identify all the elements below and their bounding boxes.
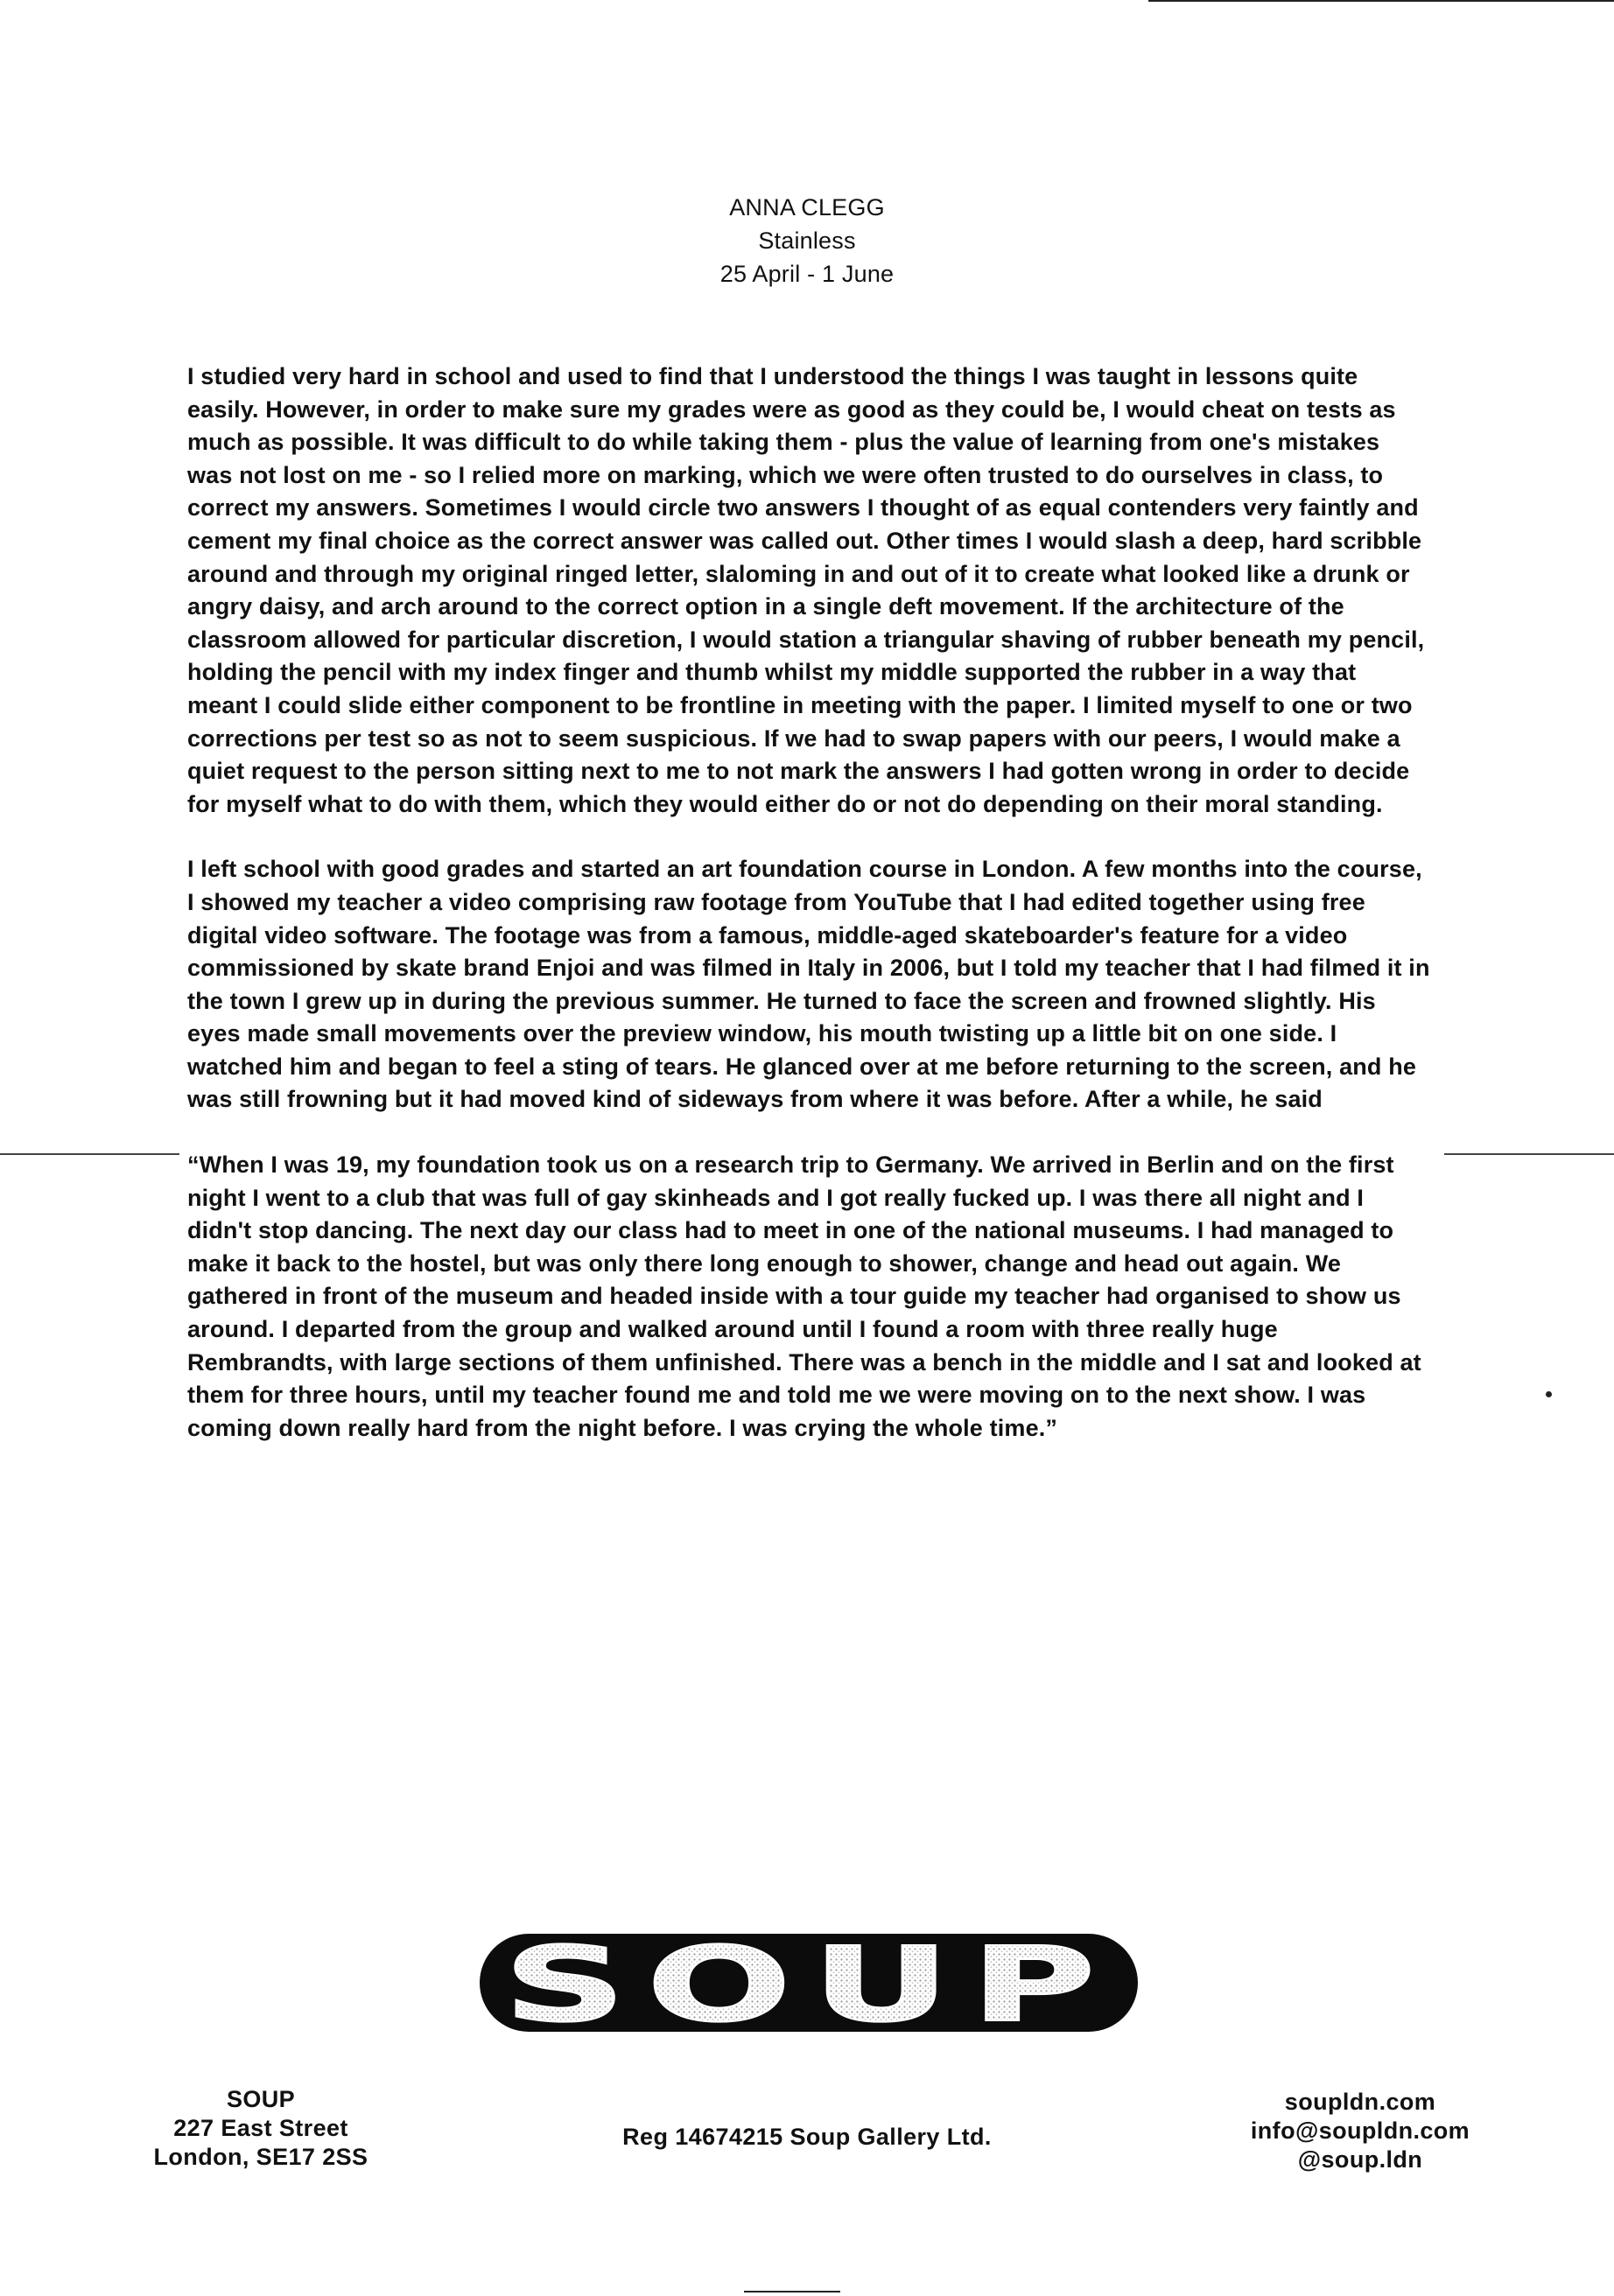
website-link[interactable]: soupldn.com [1284, 2089, 1436, 2115]
essay-paragraph: “When I was 19, my foundation took us on a research trip to Germany. We arrived in Berlin and on the first night I went to a club that was full of gay skinheads and I got really fucked up. I was there all night and I didn't stop dancing. The next day our class had to meet in one of the national museums. I had managed to make it back to the hostel, but was only there long enough to shower, change and head out again. We gathered in front of the museum and headed inside with a tour guide my teacher had organised to show us around. I departed from the group and walked around until I found a room with three really huge Rembrandts, with large sections of them unfinished. There was a bench in the middle and I sat and looked at them for three hours, until my teacher found me and told me we were moving on to the next show. I was coming down really hard from the night before. I was crying the whole time.” [187, 1152, 1421, 1441]
soup-logo [473, 1922, 1147, 2044]
exhibition-dates: 25 April - 1 June [719, 261, 895, 287]
essay-paragraph: I studied very hard in school and used to find that I understood the things I was taught in lessons quite easily. However, in order to make sure my grades were as good as they could be, I would cheat on tests as much as possible. It was difficult to do while taking them - plus the value of learning from one's mistakes was not lost on me - so I relied more on marking, which we were often trusted to do ourselves in class, to correct my answers. Sometimes I would circle two answers I thought of as equal contenders very faintly and cement my final choice as the correct answer was called out. Other times I would slash a deep, hard scribble around and through my original ringed letter, slaloming in and out of it to create what looked like a drunk or angry daisy, and arch around to the correct option in a single deft movement. If the architecture of the classroom allowed for particular discretion, I would station a triangular shaving of rubber beneath my pencil, holding the pencil with my index finger and thumb whilst my middle supported the rubber in a way that meant I could slide either component to be frontline in meeting with the paper. I limited myself to one or two corrections per test so as not to seem suspicious. If we had to swap papers with our peers, I would make a quiet request to the person sitting next to me to not mark the answers I had gotten wrong in order to decide for myself what to do with them, which they would either do or not do depending on their moral standing. [187, 363, 1425, 817]
exhibition-header [0, 191, 1614, 290]
essay-text [187, 360, 1430, 1477]
gallery-name: SOUP [226, 2086, 296, 2112]
scan-edge-line-bottom [744, 2291, 840, 2292]
artist-name: ANNA CLEGG [729, 194, 885, 220]
registration-text: Reg 14674215 Soup Gallery Ltd. [622, 2124, 992, 2150]
email-link[interactable]: info@soupldn.com [1250, 2118, 1470, 2144]
footer-address [130, 2085, 392, 2172]
social-handle[interactable]: @soup.ldn [1297, 2146, 1423, 2173]
soup-logo-text: SOUP [503, 1924, 1116, 2044]
scan-speck [1546, 1391, 1552, 1397]
exhibition-title: Stainless [758, 228, 856, 254]
scan-fold-line-left [0, 1153, 179, 1155]
gallery-street: 227 East Street [173, 2115, 348, 2141]
scan-edge-line-top [1148, 0, 1614, 2]
scan-fold-line-right [1444, 1153, 1614, 1155]
essay-paragraph: I left school with good grades and started an art foundation course in London. A few months into the course, I showed my teacher a video comprising raw footage from YouTube that I had edited together using free digital video software. The footage was from a famous, middle-aged skateboarder's feature for a video commissioned by skate brand Enjoi and was filmed in Italy in 2006, but I told my teacher that I had filmed it in the town I grew up in during the previous summer. He turned to face the screen and frowned slightly. His eyes made small movements over the preview window, his mouth twisting up a little bit on one side. I watched him and began to feel a sting of tears. He glanced over at me before returning to the screen, and he was still frowning but it had moved kind of sideways from where it was before. After a while, he said [187, 856, 1430, 1113]
footer-contact [1203, 2088, 1518, 2174]
gallery-city: London, SE17 2SS [153, 2144, 368, 2170]
footer-registration [595, 2123, 1019, 2152]
